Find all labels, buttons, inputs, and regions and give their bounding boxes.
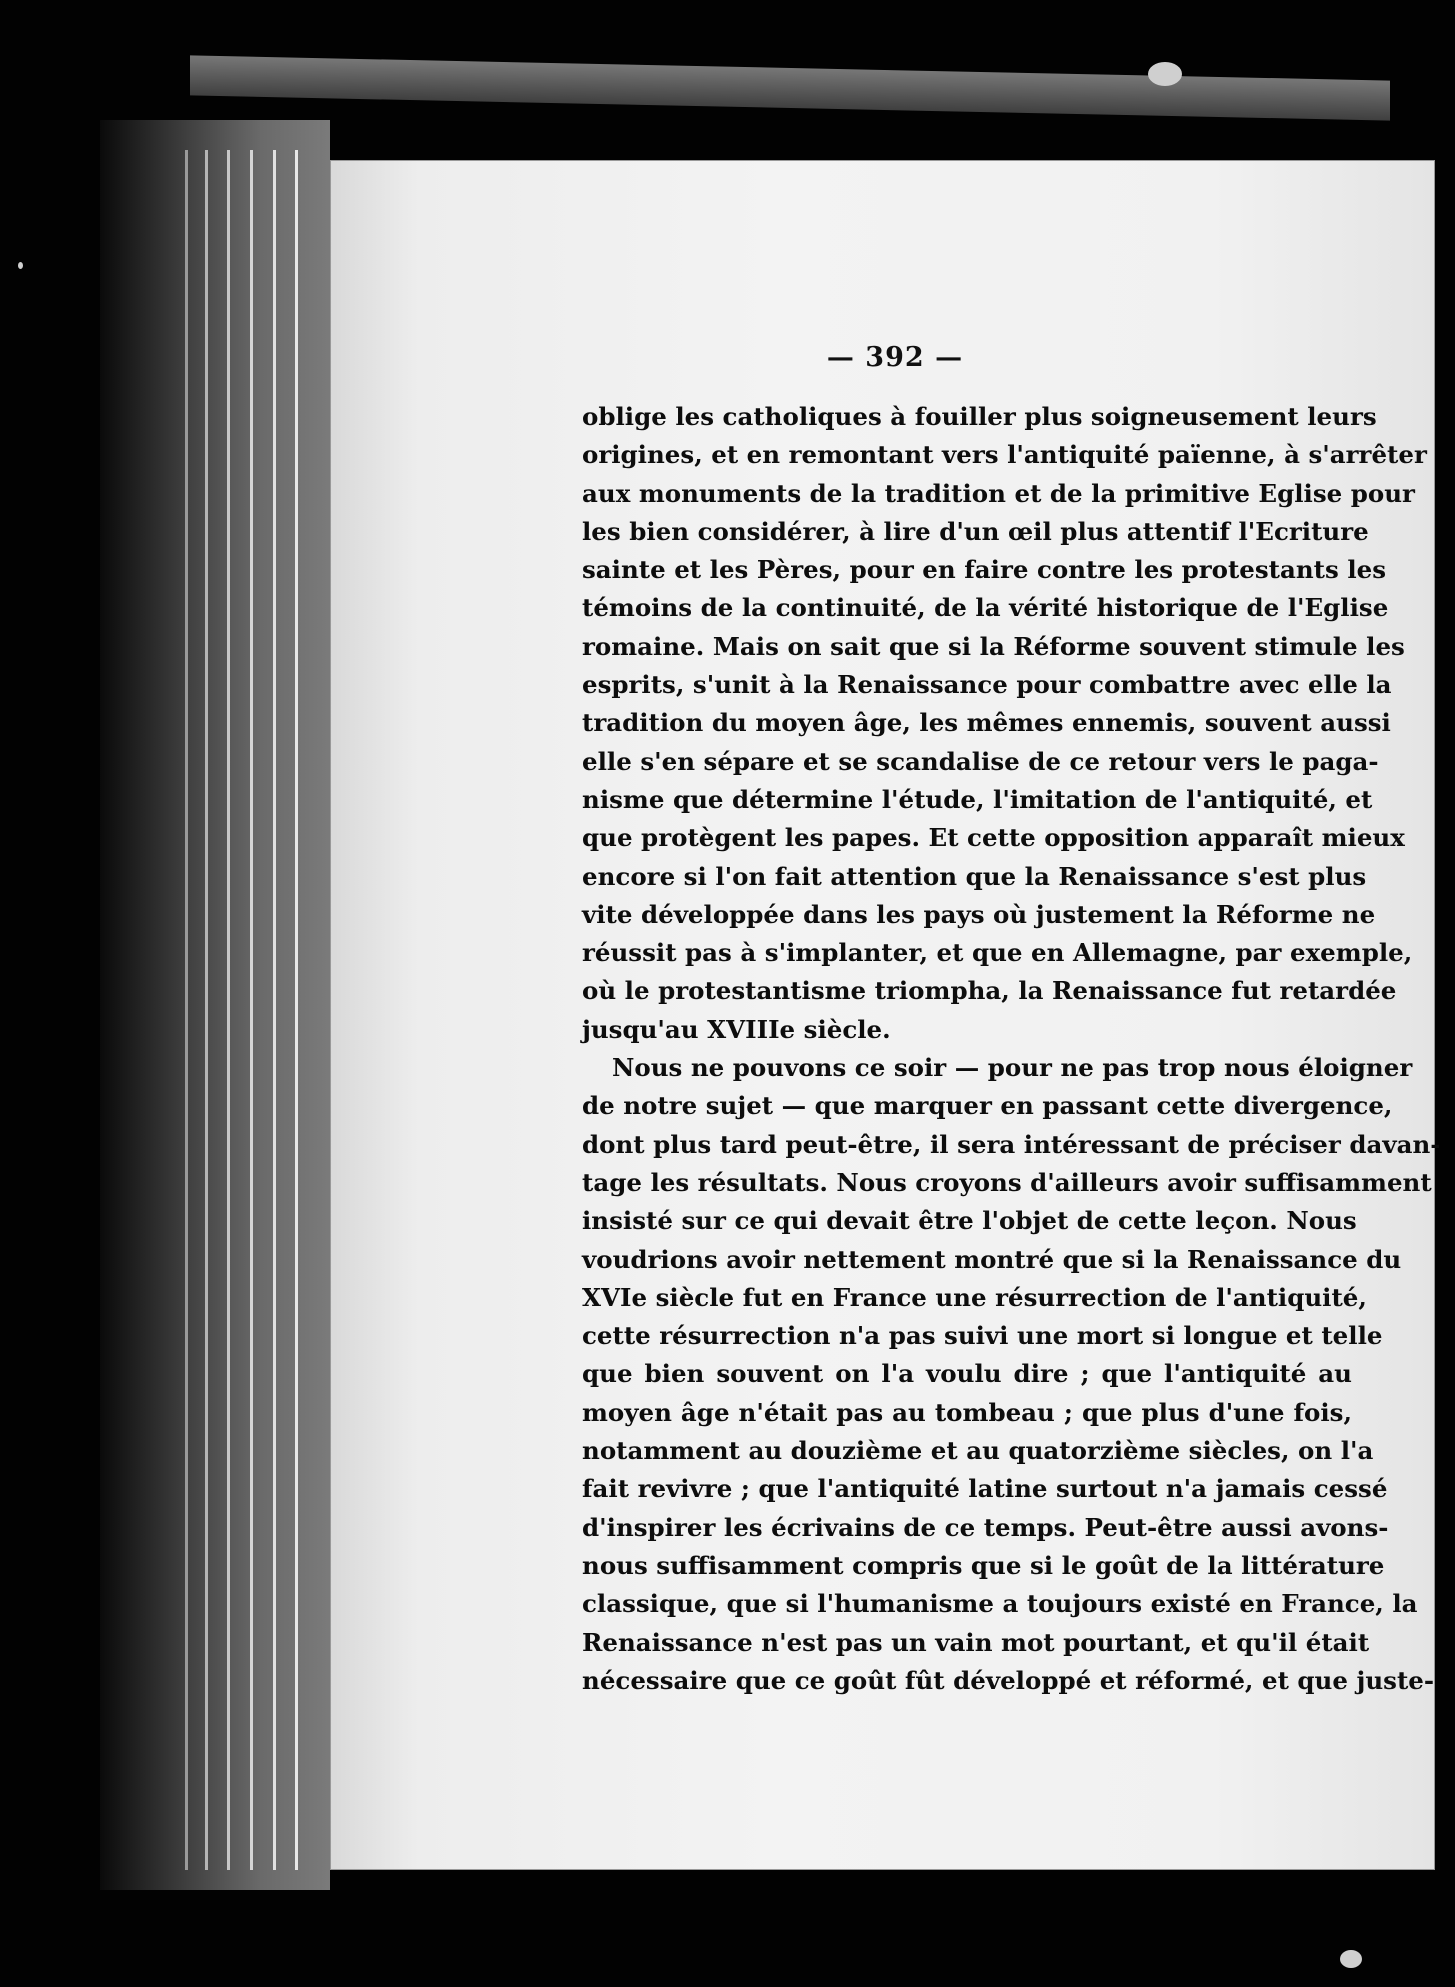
- text-line: sainte et les Pères, pour en faire contre les protestants les: [582, 555, 1387, 585]
- text-line: fait revivre ; que l'antiquité latine surtout n'a jamais cessé: [582, 1474, 1388, 1504]
- text-line: oblige les catholiques à fouiller plus soigneusement leurs: [582, 402, 1377, 431]
- text-line: moyen âge n'était pas au tombeau ; que plus d'une fois,: [582, 1397, 1352, 1427]
- text-line: aux monuments de la tradition et de la primitive Eglise pour: [582, 478, 1415, 508]
- text-line: Renaissance n'est pas un vain mot pourtant, et qu'il était: [582, 1627, 1370, 1657]
- page-number: — 392 —: [826, 342, 964, 373]
- dust-speck: [18, 262, 23, 269]
- text-line: jusqu'au XVIIIe siècle.: [582, 1014, 891, 1044]
- body-text: [582, 398, 1441, 1700]
- text-line: XVIe siècle fut en France une résurrection de l'antiquité,: [582, 1282, 1367, 1312]
- text-line: classique, que si l'humanisme a toujours existé en France, la: [582, 1589, 1418, 1619]
- text-line: de notre sujet — que marquer en passant cette divergence,: [582, 1091, 1393, 1121]
- text-line: dont plus tard peut-être, il sera intéressant de préciser davan-: [582, 1129, 1441, 1159]
- text-line: nisme que détermine l'étude, l'imitation de l'antiquité, et: [582, 784, 1373, 814]
- text-line: que bien souvent on l'a voulu dire ; que l'antiquité au: [582, 1359, 1352, 1389]
- text-line: tage les résultats. Nous croyons d'ailleurs avoir suffisamment: [582, 1167, 1432, 1197]
- dust-speck: [1340, 1950, 1362, 1968]
- text-line: elle s'en sépare et se scandalise de ce retour vers le paga-: [582, 746, 1379, 776]
- page-edge-line: [273, 150, 276, 1870]
- text-line: témoins de la continuité, de la vérité historique de l'Eglise: [582, 593, 1389, 623]
- text-line: les bien considérer, à lire d'un œil plus attentif l'Ecriture: [582, 516, 1369, 546]
- text-line: vite développée dans les pays où justement la Réforme ne: [582, 899, 1376, 929]
- text-line: esprits, s'unit à la Renaissance pour combattre avec elle la: [582, 670, 1392, 700]
- text-line: nous suffisamment compris que si le goût de la littérature: [582, 1550, 1385, 1580]
- page-edge-line: [185, 150, 188, 1870]
- dust-speck: [1148, 62, 1182, 86]
- text-line: origines, et en remontant vers l'antiquité païenne, à s'arrêter: [582, 440, 1427, 470]
- book-page: [330, 160, 1441, 1870]
- page-edge-line: [295, 150, 298, 1870]
- text-line: cette résurrection n'a pas suivi une mort si longue et telle: [582, 1321, 1383, 1351]
- text-line: encore si l'on fait attention que la Renaissance s'est plus: [582, 861, 1367, 891]
- text-line: tradition du moyen âge, les mêmes ennemis, souvent aussi: [582, 708, 1391, 738]
- text-line: voudrions avoir nettement montré que si la Renaissance du: [582, 1244, 1402, 1274]
- text-line: notamment au douzième et au quatorzième siècles, on l'a: [582, 1436, 1374, 1466]
- page-edge-line: [227, 150, 230, 1870]
- text-line: insisté sur ce qui devait être l'objet de cette leçon. Nous: [582, 1206, 1357, 1236]
- page-edge-line: [250, 150, 253, 1870]
- text-line: romaine. Mais on sait que si la Réforme souvent stimule les: [582, 631, 1405, 661]
- text-line: réussit pas à s'implanter, et que en Allemagne, par exemple,: [582, 938, 1413, 968]
- text-line: d'inspirer les écrivains de ce temps. Peut-être aussi avons-: [582, 1512, 1389, 1542]
- text-line: que protègent les papes. Et cette opposition apparaît mieux: [582, 823, 1405, 853]
- text-line: Nous ne pouvons ce soir — pour ne pas trop nous éloigner: [612, 1053, 1413, 1083]
- text-line: où le protestantisme triompha, la Renaissance fut retardée: [582, 976, 1397, 1006]
- page-edge-line: [205, 150, 208, 1870]
- text-line: nécessaire que ce goût fût développé et réformé, et que juste-: [582, 1665, 1435, 1695]
- stacked-page-edges: [95, 150, 335, 1870]
